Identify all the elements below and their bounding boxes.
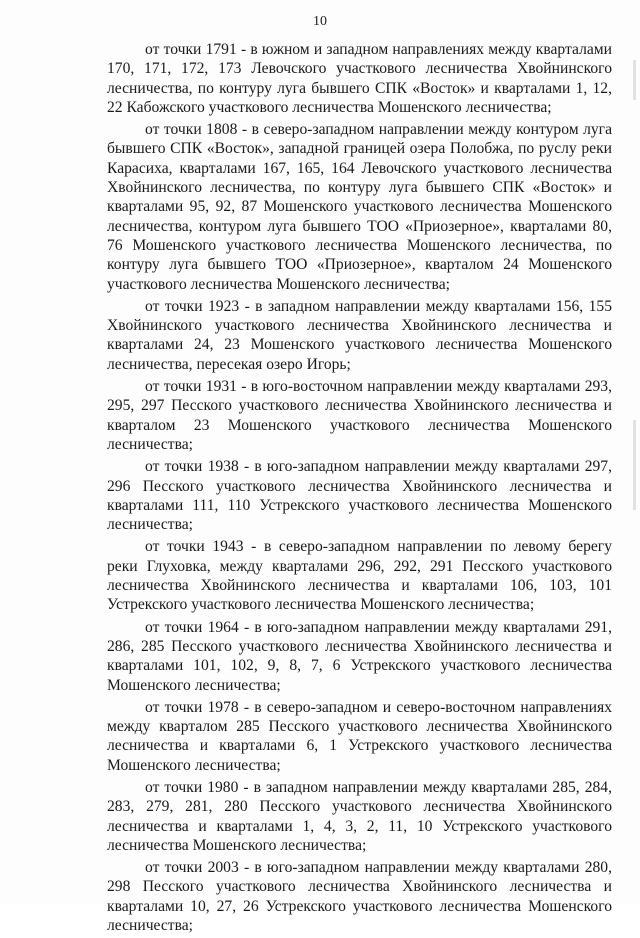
document-body [107,40,612,938]
scan-edge-mark [633,420,636,510]
paragraph: от точки 1978 - в северо-западном и северо-восточном направлениях между кварталом 285 Песского участкового лесничества Хвойнинского лесничества и кварталами 6, 1 Устрекского участкового лесничества Мошенского лесничества; [107,698,612,774]
paragraph: от точки 1980 - в западном направлении между кварталами 285, 284, 283, 279, 281, 280 Песского участкового лесничества Хвойнинского лесничества и кварталами 1, 4, 3, 2, 11, 10 Устрекского участкового лесничества Мошенского лесничества; [107,778,612,854]
paragraph: от точки 1931 - в юго-восточном направлении между кварталами 293, 295, 297 Песского участкового лесничества Хвойнинского лесничества и кварталом 23 Мошенского участкового лесничества Мошенского лесничества; [107,378,612,453]
page-number: 10 [313,14,327,29]
paragraph: от точки 1964 - в юго-западном направлении между кварталами 291, 286, 285 Песского участкового лесничества Хвойнинского лесничества и кварталами 101, 102, 9, 8, 7, 6 Устрекского участкового лесничества Мошенского лесничества; [107,618,612,694]
paragraph: от точки 1923 - в западном направлении между кварталами 156, 155 Хвойнинского участкового лесничества Хвойнинского лесничества и кварталами 24, 23 Мошенского участкового лесничества Мошенского лесничества, пересекая озеро Игорь; [107,297,612,373]
scan-edge-mark [633,60,636,100]
paragraph: от точки 1938 - в юго-западном направлении между кварталами 297, 296 Песского участкового лесничества Хвойнинского лесничества и кварталами 111, 110 Устрекского участкового лесничества Мошенского лесничества; [107,458,612,534]
paragraph: от точки 1808 - в северо-западном направлении между контуром луга бывшего СПК «Восток», западной границей озера Полобжа, по руслу реки Карасиха, кварталами 167, 165, 164 Левочского участкового лесничества Хвойнинского лесничества, по контуру луга бывшего СПК «Восток» и кварталами 95, 92, 87 Мошенского участкового лесничества Мошенского лесничества, контуром луга бывшего ТОО «Приозерное», кварталами 80, 76 Мошенского участкового лесничества Мошенского лесничества, по контуру луга бывшего ТОО «Приозерное», кварталом 24 Мошенского участкового лесничества Мошенского лесничества; [107,121,612,293]
paragraph: от точки 1791 - в южном и западном направлениях между кварталами 170, 171, 172, 173 Левочского участкового лесничества Хвойнинского лесничества, по контуру луга бывшего СПК «Восток» и кварталами 1, 12, 22 Кабожского участкового лесничества Мошенского лесничества; [107,41,612,116]
paragraph: от точки 2003 - в юго-западном направлении между кварталами 280, 298 Песского участкового лесничества Хвойнинского лесничества и кварталами 10, 27, 26 Устрекского участкового лесничества Мошенского лесничества; [107,859,612,935]
paragraph: от точки 1943 - в северо-западном направлении по левому берегу реки Глуховка, между кварталами 296, 292, 291 Песского участкового лесничества Хвойнинского лесничества и кварталами 106, 103, 101 Устрекского участкового лесничества Мошенского лесничества; [107,538,612,614]
